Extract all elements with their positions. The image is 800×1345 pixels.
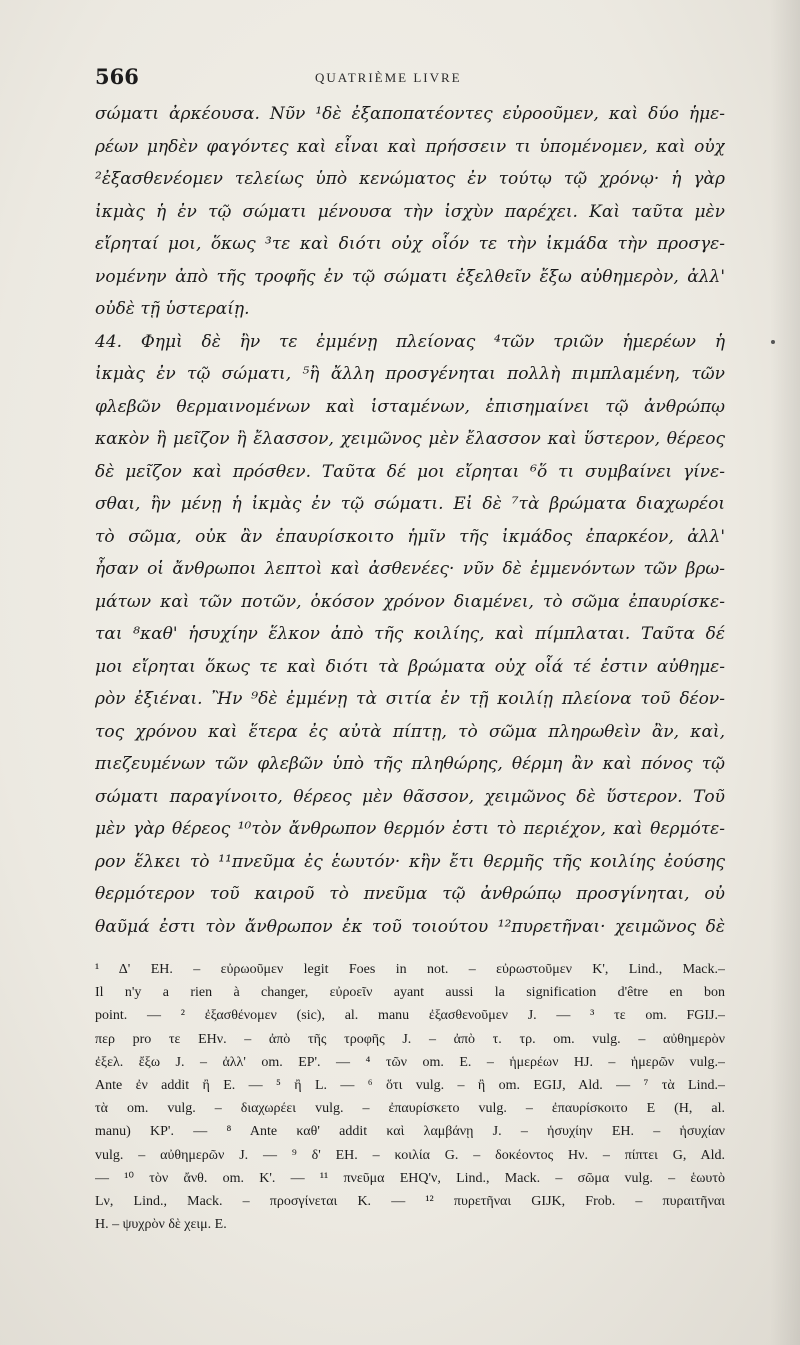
text-line: θαῦμά ἐστι τὸν ἄνθρωπον ἐκ τοῦ τοιούτου ¹²πυρετῆναι· χειμῶνος δὲ bbox=[95, 916, 725, 937]
footnote-line: Il n'y a rien à changer, εὐροεῖν ayant aussi la signification d'être en bon bbox=[95, 985, 725, 1001]
text-line: μὲν γὰρ θέρεος ¹⁰τὸν ἄνθρωπον θερμόν ἐστι τὸ περιέχον, καὶ θερμότε- bbox=[95, 819, 725, 839]
text-line: ²ἐξασθενέομεν τελείως ὑπὸ κενώματος ἐν τούτῳ τῷ χρόνῳ· ἡ γὰρ bbox=[95, 169, 725, 189]
footnotes-block bbox=[95, 958, 725, 1236]
text-line: σθαι, ἢν μένῃ ἡ ἰκμὰς ἐν τῷ σώματι. Εἰ δὲ ⁷τὰ βρώματα διαχωρέοι bbox=[95, 494, 725, 514]
text-line: σώματι ἀρκέουσα. Νῦν ¹δὲ ἐξαποπατέοντες εὐροοῦμεν, καὶ δύο ἡμε- bbox=[95, 104, 725, 124]
text-line: ρὸν ἐξιέναι. Ἢν ⁹δὲ ἐμμένῃ τὰ σιτία ἐν τῇ κοιλίῃ πλείονα τοῦ δέον- bbox=[95, 689, 725, 709]
text-line: σώματι παραγίνοιτο, θέρεος μὲν θᾶσσον, χειμῶνος δὲ ὕστερον. Τοῦ bbox=[95, 786, 725, 807]
main-text-block bbox=[95, 98, 725, 943]
text-line: ἰκμὰς ἐν τῷ σώματι, ⁵ἢ ἄλλη προσγένηται πολλὴ πιμπλαμένη, τῶν bbox=[95, 364, 725, 384]
footnote-line: ¹ Δ' EH. – εὐρωοῦμεν legit Foes in not. – εὐρωστοῦμεν K', Lind., Mack.– bbox=[95, 962, 725, 977]
running-head: QUATRIÈME LIVRE bbox=[315, 70, 462, 85]
footnote-line: ἐξελ. ἔξω J. – ἀλλ' om. EP'. — ⁴ τῶν om. E. – ἡμερέων HJ. – ἡμερῶν vulg.– bbox=[95, 1054, 725, 1070]
text-line: δὲ μεῖζον καὶ πρόσθεν. Ταῦτα δέ μοι εἴρηται ⁶ὅ τι συμβαίνει γίνε- bbox=[95, 461, 725, 482]
text-line: μοι εἴρηται ὅκως τε καὶ διότι τὰ βρώματα οὐχ οἷά τέ ἐστιν αὐθημε- bbox=[95, 656, 725, 677]
text-line: κακὸν ἢ μεῖζον ἢ ἔλασσον, χειμῶνος μὲν ἔλασσον καὶ ὕστερον, θέρεος bbox=[95, 429, 725, 449]
text-line: ἦσαν οἱ ἄνθρωποι λεπτοὶ καὶ ἀσθενέες· νῦν δὲ ἐμμενόντων τῶν βρω- bbox=[95, 559, 725, 579]
text-line: εἴρηταί μοι, ὅκως ³τε καὶ διότι οὐχ οἷόν τε τὴν ἰκμάδα τὴν προσγε- bbox=[95, 234, 725, 254]
text-line: νομένην ἀπὸ τῆς τροφῆς ἐν τῷ σώματι ἐξελθεῖν ἔξω αὐθημερὸν, ἀλλ' bbox=[95, 266, 725, 287]
footnote-line: περ pro τε EHν. – ἀπὸ τῆς τροφῆς J. – ἀπὸ τ. τρ. om. vulg. – αὐθημερὸν bbox=[95, 1031, 725, 1047]
footnote-line: Ante ἐν addit ἢ E. — ⁵ ἢ L. — ⁶ ὅτι vulg. – ἢ om. EGIJ, Ald. — ⁷ τὰ Lind.– bbox=[95, 1077, 725, 1093]
text-line: τος χρόνου καὶ ἕτερα ἐς αὐτὰ πίπτῃ, τὸ σῶμα πληρωθεὶν ἂν, καὶ, bbox=[95, 721, 725, 742]
text-line: τὸ σῶμα, οὐκ ἂν ἐπαυρίσκοιτο ἡμῖν τῆς ἰκμάδος ἐπαρκέον, ἀλλ' bbox=[95, 526, 725, 547]
page-gutter-shadow bbox=[770, 0, 800, 1345]
text-line: οὐδὲ τῇ ὑστεραίῃ. bbox=[95, 299, 250, 319]
footnote-line: manu) KP'. — ⁸ Ante καθ' addit καὶ λαμβάνῃ J. – ἡσυχίην EH. – ἡσυχίαν bbox=[95, 1124, 725, 1140]
text-line: μάτων καὶ τῶν ποτῶν, ὁκόσον χρόνον διαμένει, τὸ σῶμα ἐπαυρίσκε- bbox=[95, 591, 725, 612]
text-line: ται ⁸καθ' ἡσυχίην ἕλκον ἀπὸ τῆς κοιλίης, καὶ πίμπλαται. Ταῦτα δέ bbox=[95, 624, 725, 644]
text-line: θερμότερον τοῦ καιροῦ τὸ πνεῦμα τῷ ἀνθρώπῳ προσγίνηται, οὐ bbox=[95, 884, 725, 904]
footnote-line: τὰ om. vulg. – διαχωρέει vulg. – ἐπαυρίσκετο vulg. – ἐπαυρίσκοιτο E (H, al. bbox=[95, 1101, 725, 1117]
footnote-line: H. – ψυχρὸν δὲ χειμ. E. bbox=[95, 1217, 227, 1233]
text-line: 44. Φημὶ δὲ ἢν τε ἐμμένῃ πλείονας ⁴τῶν τριῶν ἡμερέων ἡ bbox=[95, 331, 725, 352]
footnote-line: point. — ² ἐξασθένομεν (sic), al. manu ἐξασθενοῦμεν J. — ³ τε om. FGIJ.– bbox=[95, 1008, 725, 1024]
footnote-line: Lν, Lind., Mack. – προσγίνεται K. — ¹² πυρετῆναι GIJK, Frob. – πυραιτῆναι bbox=[95, 1193, 725, 1209]
footnote-line: — ¹⁰ τὸν ἄνθ. om. K'. — ¹¹ πνεῦμα EHQ'ν, Lind., Mack. – σῶμα vulg. – ἑωυτὸ bbox=[95, 1170, 725, 1186]
text-line: φλεβῶν θερμαινομένων καὶ ἱσταμένων, ἐπισημαίνει τῷ ἀνθρώπῳ bbox=[95, 396, 725, 417]
page-header bbox=[95, 64, 723, 94]
footnote-line: vulg. – αὐθημερῶν J. — ⁹ δ' EH. – κοιλία G. – δοκέοντος Hν. – πίπτει G, Ald. bbox=[95, 1147, 725, 1163]
text-line: ἰκμὰς ἡ ἐν τῷ σώματι μένουσα τὴν ἰσχὺν παρέχει. Καὶ ταῦτα μὲν bbox=[95, 201, 725, 222]
text-line: πιεζευμένων τῶν φλεβῶν ὑπὸ τῆς πληθώρης, θέρμη ἂν καὶ πόνος τῷ bbox=[95, 754, 725, 774]
text-line: ρέων μηδὲν φαγόντες καὶ εἶναι καὶ πρήσσειν τι ὑπομένομεν, καὶ οὐχ bbox=[95, 136, 725, 157]
text-line: ρον ἕλκει τὸ ¹¹πνεῦμα ἐς ἑωυτόν· κἢν ἔτι θερμῆς τῆς κοιλίης ἐούσης bbox=[95, 851, 725, 872]
margin-dot bbox=[771, 340, 775, 344]
page-number: 566 bbox=[95, 64, 139, 89]
